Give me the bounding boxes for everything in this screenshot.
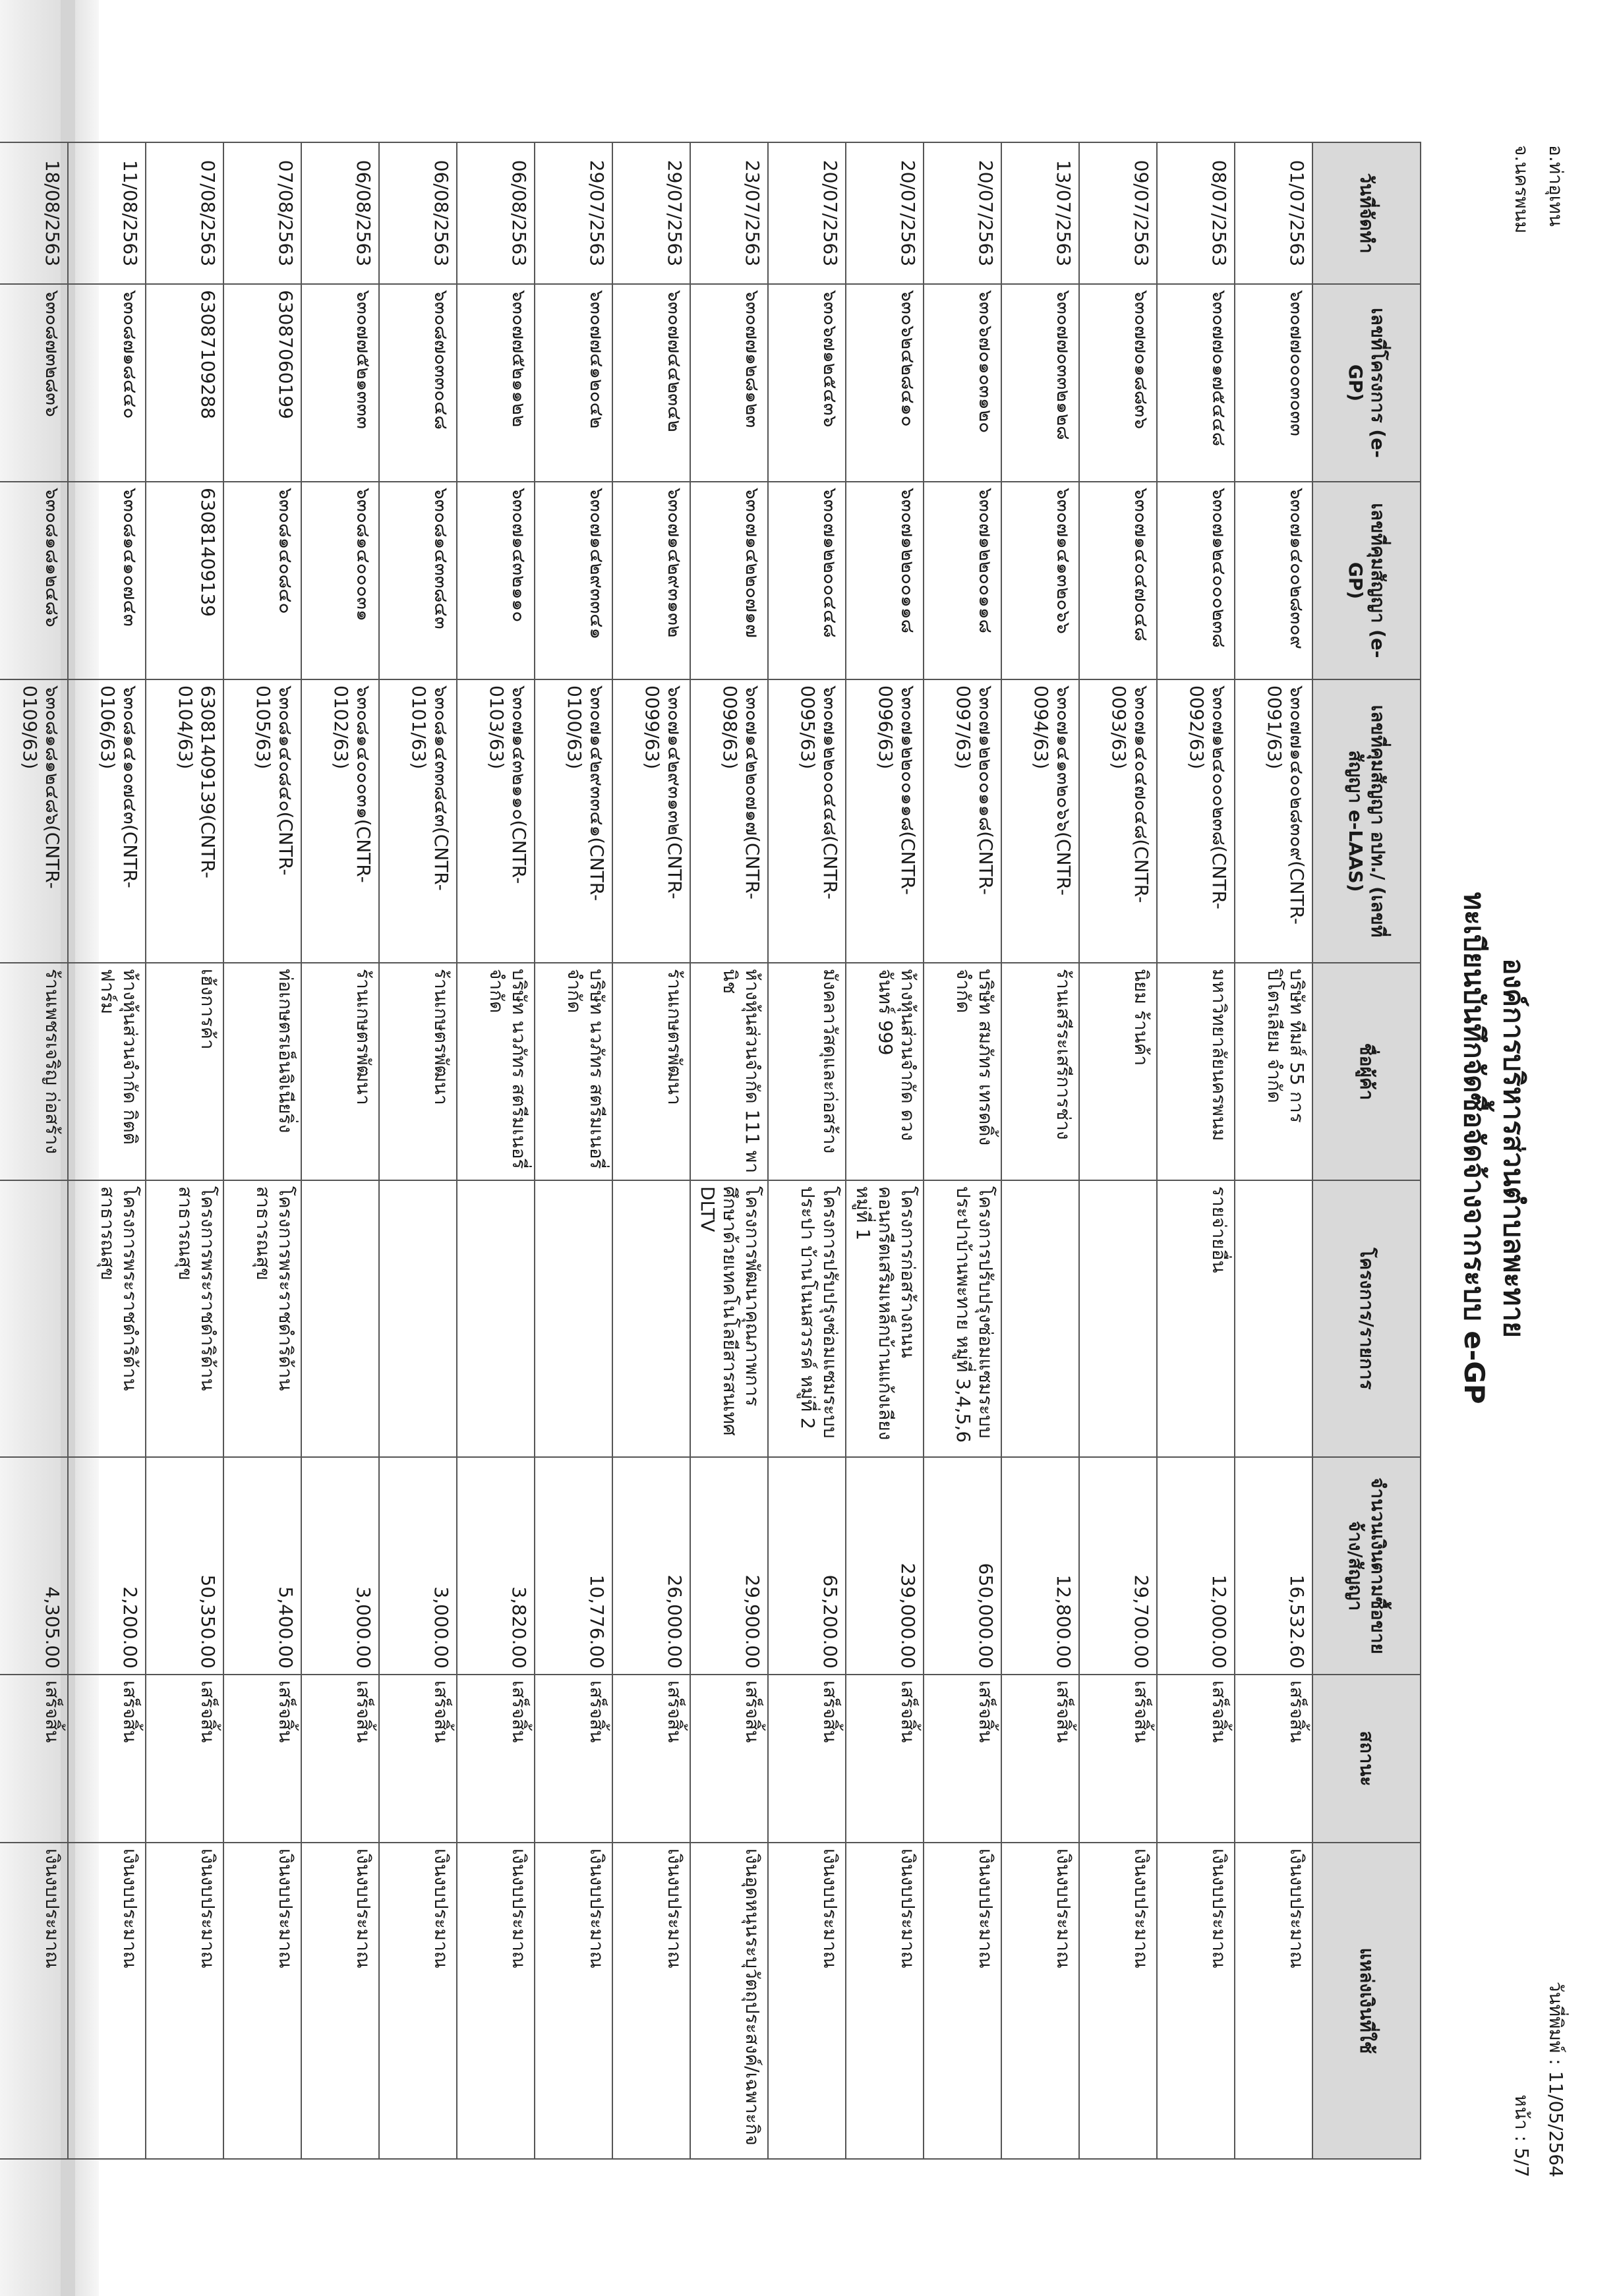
cell-vendor: ร้านเกษตรพัฒนา [301,963,379,1180]
cell-contract-no: ๖๓๐๘๑๔๐๐๐๓๑ [301,482,379,679]
cell-project-no: 63087109288 [146,284,223,482]
title-organization: องค์การบริหารส่วนตำบลพะทาย [1498,958,1530,1338]
cell-status: เสร็จสิ้น [612,1675,690,1843]
table-row [379,142,457,2159]
cell-laas-no: ๖๓๐๗๑๔๑๓๒๐๖๖(CNTR-0094/63) [1001,679,1079,963]
cell-laas-no: ๖๓๐๘๑๔๑๐๗๔๓(CNTR-0106/63) [68,679,146,963]
cell-status: เสร็จสิ้น [457,1675,535,1843]
cell-date: 06/08/2563 [301,142,379,284]
cell-laas-no: ๖๓๐๘๑๔๓๓๘๔๓(CNTR-0101/63) [379,679,457,963]
cell-amount: 650,000.00 [924,1457,1001,1675]
cell-vendor: นิยม ร้านค้า [1079,963,1157,1180]
cell-amount: 12,000.00 [1157,1457,1235,1675]
cell-project: โครงการพัฒนาคุณภาพการศึกษาด้วยเทคโนโลยีสารสนเทศ DLTV [690,1180,768,1457]
print-date: วันที่พิมพ์ : 11/05/2564 [1545,1981,1567,2177]
cell-laas-no: 63081409139(CNTR-0104/63) [146,679,223,963]
cell-fund: เงินงบประมาณ [535,1843,612,2159]
cell-amount: 50,350.00 [146,1457,223,1675]
cell-vendor: บริษัท ทีมส์ 55 การ ปิโตรเลียม จำกัด [1235,963,1312,1180]
procurement-table [0,142,1421,2160]
cell-vendor: ร้านเพชรเจริญ ก่อสร้าง [0,963,68,1180]
cell-fund: เงินงบประมาณ [1079,1843,1157,2159]
cell-project-no: ๖๓๐๗๗๕๒๑๓๓๓ [301,284,379,482]
cell-project-no: ๖๓๐๘๗๓๒๘๓๖ [0,284,68,482]
col-fund: แหล่งเงินที่ใช้ [1312,1843,1421,2159]
cell-amount: 29,900.00 [690,1457,768,1675]
cell-contract-no: ๖๓๐๘๑๔๐๘๔๐ [223,482,301,679]
cell-fund: เงินงบประมาณ [457,1843,535,2159]
cell-contract-no: ๖๓๐๘๑๔๑๐๗๔๓ [68,482,146,679]
title-register: ทะเบียนบันทึกจัดซื้อจัดจ้างจากระบบ e-GP [1458,892,1490,1404]
cell-project-no: ๖๓๐๖๗๐๑๐๓๑๒๐ [924,284,1001,482]
cell-date: 13/07/2563 [1001,142,1079,284]
cell-date: 07/08/2563 [223,142,301,284]
cell-vendor: มังคลาวัสดุและก่อสร้าง [768,963,846,1180]
table-row [924,142,1001,2159]
cell-fund: เงินอุดหนุนระบุวัตถุประสงค์/เฉพาะกิจ [690,1843,768,2159]
cell-contract-no: ๖๓๐๘๑๔๓๓๘๔๓ [379,482,457,679]
cell-vendor: ร้านเสรีระเสรีการช่าง [1001,963,1079,1180]
cell-project [1235,1180,1312,1457]
cell-fund: เงินงบประมาณ [846,1843,924,2159]
cell-amount: 65,200.00 [768,1457,846,1675]
cell-project: โครงการปรับปรุงซ่อมแซมระบบประปาบ้านพะทาย หมู่ที่ 3,4,5,6 [924,1180,1001,1457]
cell-contract-no: ๖๓๐๗๑๒๒๐๐๑๑๘ [846,482,924,679]
cell-project-no: ๖๓๐๘๗๐๓๓๐๔๘ [379,284,457,482]
cell-amount: 3,820.00 [457,1457,535,1675]
cell-fund: เงินงบประมาณ [1157,1843,1235,2159]
cell-project-no: ๖๓๐๖๒๔๒๘๔๑๐ [846,284,924,482]
cell-amount: 12,800.00 [1001,1457,1079,1675]
cell-project: โครงการปรับปรุงซ่อมแซมระบบประปา บ้านโนนสวรรค์ หมู่ที่ 2 [768,1180,846,1457]
cell-status: เสร็จสิ้น [1001,1675,1079,1843]
cell-date: 01/07/2563 [1235,142,1312,284]
cell-project-no: ๖๓๐๗๗๐๑๘๘๓๖ [1079,284,1157,482]
cell-status: เสร็จสิ้น [535,1675,612,1843]
cell-project [1079,1180,1157,1457]
table-row [0,142,68,2159]
cell-vendor: ห้างหุ้นส่วนจำกัด กิตติฟาร์ม [68,963,146,1180]
cell-project [612,1180,690,1457]
cell-project-no: ๖๓๐๗๗๔๑๒๐๔๒ [535,284,612,482]
cell-amount: 2,200.00 [68,1457,146,1675]
cell-fund: เงินงบประมาณ [68,1843,146,2159]
cell-amount: 10,776.00 [535,1457,612,1675]
cell-project: โครงการพระราชดำริด้านสาธารณสุข [223,1180,301,1457]
cell-status: เสร็จสิ้น [690,1675,768,1843]
cell-amount: 3,000.00 [379,1457,457,1675]
cell-laas-no: ๖๓๐๗๑๔๒๙๓๑๓๒(CNTR-0099/63) [612,679,690,963]
cell-date: 11/08/2563 [68,142,146,284]
cell-status: เสร็จสิ้น [768,1675,846,1843]
cell-project: รายจ่ายอื่น [1157,1180,1235,1457]
cell-laas-no: ๖๓๐๗๑๔๐๔๗๐๔๘(CNTR-0093/63) [1079,679,1157,963]
cell-amount: 3,000.00 [301,1457,379,1675]
cell-project-no: ๖๓๐๗๗๐๑๗๕๔๔๘ [1157,284,1235,482]
cell-laas-no: ๖๓๐๗๑๒๒๐๐๑๑๘(CNTR-0096/63) [846,679,924,963]
cell-vendor: เฮ้งการค้า [146,963,223,1180]
col-contract-no: เลขที่คุมสัญญา (e-GP) [1312,482,1421,679]
cell-project [0,1180,68,1457]
cell-status: เสร็จสิ้น [1157,1675,1235,1843]
cell-contract-no: ๖๓๐๗๑๔๓๒๑๑๐ [457,482,535,679]
cell-project-no: 63087060199 [223,284,301,482]
cell-date: 08/07/2563 [1157,142,1235,284]
col-project: โครงการ/รายการ [1312,1180,1421,1457]
table-row [535,142,612,2159]
table-body [0,142,1312,2159]
table-row [223,142,301,2159]
cell-date: 06/08/2563 [457,142,535,284]
cell-laas-no: ๖๓๐๘๑๘๑๒๔๘๖(CNTR-0109/63) [0,679,68,963]
table-row [690,142,768,2159]
cell-project: โครงการพระราชดำริด้านสาธารณสุข [68,1180,146,1457]
table-row [1079,142,1157,2159]
cell-date: 29/07/2563 [535,142,612,284]
cell-fund: เงินงบประมาณ [1001,1843,1079,2159]
cell-fund: เงินงบประมาณ [379,1843,457,2159]
cell-contract-no: ๖๓๐๗๑๒๒๐๐๔๔๘ [768,482,846,679]
col-project-no: เลขที่โครงการ (e-GP) [1312,284,1421,482]
cell-laas-no: ๖๓๐๗๑๒๒๐๐๑๑๘(CNTR-0097/63) [924,679,1001,963]
cell-status: เสร็จสิ้น [1235,1675,1312,1843]
cell-laas-no: ๖๓๐๗๑๔๒๒๐๗๑๗(CNTR-0098/63) [690,679,768,963]
cell-contract-no: ๖๓๐๗๑๒๔๐๐๐๒๓๘ [1157,482,1235,679]
cell-contract-no: ๖๓๐๗๑๔๒๒๐๗๑๗ [690,482,768,679]
cell-laas-no: ๖๓๐๘๑๔๐๐๐๓๑(CNTR-0102/63) [301,679,379,963]
cell-vendor: บริษัท นวภัทร สตรีมเนอรี่ จำกัด [457,963,535,1180]
table-row [846,142,924,2159]
cell-laas-no: ๖๓๐๗๑๔๒๙๓๓๔๑(CNTR-0100/63) [535,679,612,963]
cell-status: เสร็จสิ้น [0,1675,68,1843]
cell-fund: เงินงบประมาณ [1235,1843,1312,2159]
cell-amount: 4,305.00 [0,1457,68,1675]
cell-project: โครงการพระราชดำริด้านสาธารณสุข [146,1180,223,1457]
cell-amount: 5,400.00 [223,1457,301,1675]
col-amount: จำนวนเงินตามซื้อขาย จ้าง/สัญญา [1312,1457,1421,1675]
cell-project-no: ๖๓๐๘๗๑๘๔๔๐ [68,284,146,482]
cell-vendor: ร้านเกษตรพัฒนา [612,963,690,1180]
cell-project [301,1180,379,1457]
table-row [457,142,535,2159]
table-row [68,142,146,2159]
cell-project [535,1180,612,1457]
cell-laas-no: ๖๓๐๗๑๒๔๐๐๐๒๓๘(CNTR-0092/63) [1157,679,1235,963]
table-row [612,142,690,2159]
cell-project [379,1180,457,1457]
cell-amount: 16,532.60 [1235,1457,1312,1675]
cell-contract-no: ๖๓๐๗๑๔๒๙๓๓๔๑ [535,482,612,679]
page-number: หน้า : 5/7 [1511,2094,1533,2177]
cell-vendor: ห้างหุ้นส่วนจำกัด ดวงจันทร์ 999 [846,963,924,1180]
cell-status: เสร็จสิ้น [1079,1675,1157,1843]
cell-amount: 239,000.00 [846,1457,924,1675]
cell-contract-no: ๖๓๐๘๑๘๑๒๔๘๖ [0,482,68,679]
cell-project-no: ๖๓๐๖๗๑๒๕๔๓๖ [768,284,846,482]
cell-contract-no: ๖๓๐๗๑๒๒๐๐๑๑๘ [924,482,1001,679]
cell-contract-no: ๖๓๐๗๑๔๐๐๒๘๓๐๙ [1235,482,1312,679]
cell-fund: เงินงบประมาณ [223,1843,301,2159]
cell-laas-no: ๖๓๐๗๑๔๓๒๑๑๐(CNTR-0103/63) [457,679,535,963]
cell-status: เสร็จสิ้น [379,1675,457,1843]
cell-vendor: ร้านเกษตรพัฒนา [379,963,457,1180]
cell-vendor: ท่อเกษตรเอ็นจิเนียริ่ง [223,963,301,1180]
district-label: อ.ท่าอุเทน [1545,145,1567,227]
cell-project: โครงการก่อสร้างถนนคอนกรีตเสริมเหล็กบ้านแก้งเลียง หมู่ที่ 1 [846,1180,924,1457]
cell-fund: เงินงบประมาณ [924,1843,1001,2159]
document-title [1454,0,1533,2296]
cell-amount: 26,000.00 [612,1457,690,1675]
cell-status: เสร็จสิ้น [301,1675,379,1843]
col-vendor: ชื่อผู้ค้า [1312,963,1421,1180]
cell-date: 20/07/2563 [846,142,924,284]
cell-project-no: ๖๓๐๗๗๔๔๒๓๔๒ [612,284,690,482]
cell-project-no: ๖๓๐๗๗๐๓๓๒๑๒๘ [1001,284,1079,482]
cell-project [457,1180,535,1457]
table-header-row [1312,142,1421,2159]
table-row [1001,142,1079,2159]
cell-laas-no: ๖๓๐๘๑๔๐๘๔๐(CNTR-0105/63) [223,679,301,963]
cell-date: 29/07/2563 [612,142,690,284]
cell-date: 09/07/2563 [1079,142,1157,284]
table-row [1235,142,1312,2159]
cell-laas-no: ๖๓๐๗๗๑๔๐๐๒๘๓๐๙(CNTR-0091/63) [1235,679,1312,963]
table-row [146,142,223,2159]
cell-status: เสร็จสิ้น [146,1675,223,1843]
cell-vendor: มหาวิทยาลัยนครพนม [1157,963,1235,1180]
cell-fund: เงินงบประมาณ [612,1843,690,2159]
cell-laas-no: ๖๓๐๗๑๒๒๐๐๔๔๘(CNTR-0095/63) [768,679,846,963]
cell-status: เสร็จสิ้น [846,1675,924,1843]
cell-vendor: บริษัท สมภัทร เทรดดิ้ง จำกัด [924,963,1001,1180]
province-label: จ.นครพนม [1511,145,1533,234]
col-status: สถานะ [1312,1675,1421,1843]
table-row [301,142,379,2159]
cell-status: เสร็จสิ้น [924,1675,1001,1843]
cell-fund: เงินงบประมาณ [146,1843,223,2159]
cell-date: 20/07/2563 [924,142,1001,284]
cell-amount: 29,700.00 [1079,1457,1157,1675]
cell-project-no: ๖๓๐๗๗๐๐๐๓๐๓๓ [1235,284,1312,482]
table-row [1157,142,1235,2159]
cell-fund: เงินงบประมาณ [768,1843,846,2159]
cell-date: 23/07/2563 [690,142,768,284]
cell-date: 07/08/2563 [146,142,223,284]
col-laas-no: เลขที่คุมสัญญา อปท./ (เลขที่สัญญา e-LAAS) [1312,679,1421,963]
cell-contract-no: ๖๓๐๗๑๔๑๓๒๐๖๖ [1001,482,1079,679]
cell-project-no: ๖๓๐๗๗๑๒๘๑๒๓ [690,284,768,482]
cell-vendor: ห้างหุ้นส่วนจำกัด 111 พานิช [690,963,768,1180]
cell-project-no: ๖๓๐๗๗๕๒๑๑๒๒ [457,284,535,482]
cell-contract-no: ๖๓๐๗๑๔๐๔๗๐๔๘ [1079,482,1157,679]
cell-contract-no: 63081409139 [146,482,223,679]
cell-status: เสร็จสิ้น [68,1675,146,1843]
col-date: วันที่จัดทำ [1312,142,1421,284]
cell-date: 18/08/2563 [0,142,68,284]
cell-project [1001,1180,1079,1457]
cell-fund: เงินงบประมาณ [0,1843,68,2159]
cell-fund: เงินงบประมาณ [301,1843,379,2159]
cell-vendor: บริษัท นวภัทร สตรีมเนอรี่ จำกัด [535,963,612,1180]
cell-contract-no: ๖๓๐๗๑๔๒๙๓๑๓๒ [612,482,690,679]
cell-date: 20/07/2563 [768,142,846,284]
cell-status: เสร็จสิ้น [223,1675,301,1843]
table-row [768,142,846,2159]
cell-date: 06/08/2563 [379,142,457,284]
